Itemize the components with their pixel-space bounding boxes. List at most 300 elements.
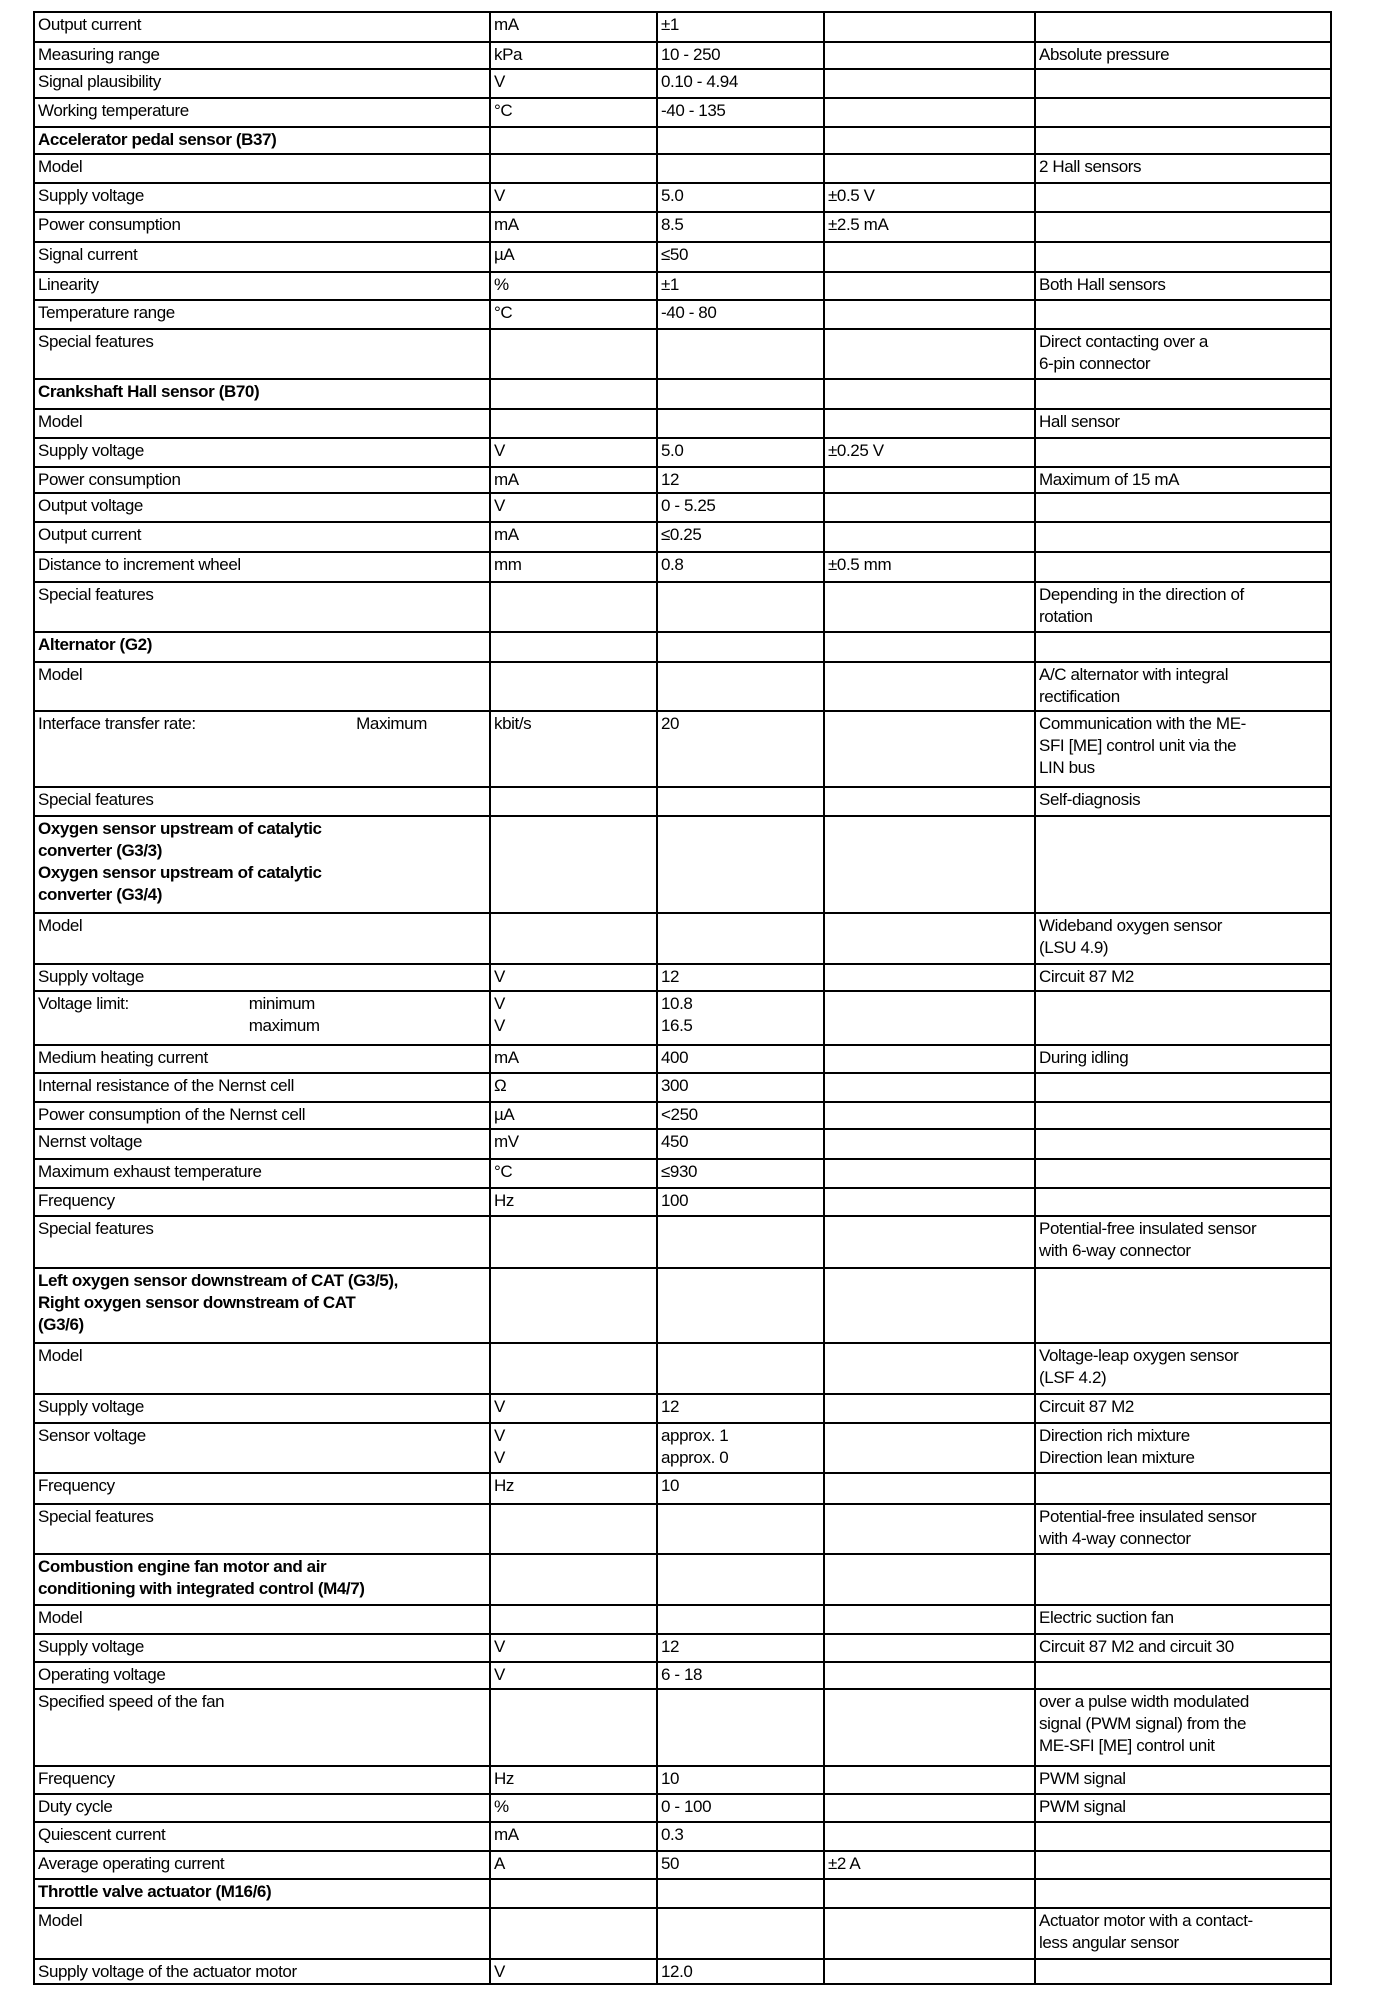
- cell-param: [34, 582, 490, 632]
- cell-remark: [1035, 12, 1331, 42]
- cell-tolerance: [824, 1423, 1035, 1473]
- value-text: 20: [661, 714, 680, 733]
- table-row: [34, 69, 1331, 98]
- cell-remark: [1035, 1605, 1331, 1634]
- cell-remark: [1035, 300, 1331, 329]
- cell-remark: [1035, 1073, 1331, 1102]
- cell-param: [34, 212, 490, 242]
- section-heading-row: [34, 1879, 1331, 1908]
- cell-unit: [490, 816, 657, 913]
- cell-tolerance: [824, 1102, 1035, 1129]
- table-row: [34, 1605, 1331, 1634]
- cell-remark: [1035, 552, 1331, 582]
- table-row: [34, 552, 1331, 582]
- cell-param: [34, 711, 490, 787]
- cell-value: [657, 1662, 824, 1689]
- cell-tolerance: [824, 582, 1035, 632]
- unit-text: µA: [494, 245, 515, 264]
- cell-value: [657, 183, 824, 212]
- value-text: 0.8: [661, 555, 684, 574]
- cell-value: [657, 632, 824, 662]
- parameter-label: Sensor voltage: [38, 1426, 146, 1445]
- table-row: [34, 1822, 1331, 1851]
- cell-tolerance: [824, 1159, 1035, 1188]
- cell-param: [34, 1343, 490, 1394]
- table-row: [34, 1959, 1331, 1984]
- parameter-label: Interface transfer rate:: [38, 714, 196, 733]
- cell-param: [34, 1879, 490, 1908]
- value-text: -40 - 135: [661, 101, 726, 120]
- tolerance-text: ±2.5 mA: [828, 215, 889, 234]
- parameter-label: Nernst voltage: [38, 1132, 143, 1151]
- cell-value: [657, 1159, 824, 1188]
- cell-param: [34, 1423, 490, 1473]
- cell-unit: [490, 1554, 657, 1605]
- cell-tolerance: [824, 991, 1035, 1045]
- remark-text: Circuit 87 M2: [1039, 1397, 1134, 1416]
- cell-remark: [1035, 467, 1331, 493]
- remark-text: Depending in the direction of rotation: [1039, 585, 1244, 626]
- cell-remark: [1035, 212, 1331, 242]
- cell-unit: [490, 272, 657, 300]
- table-row: [34, 787, 1331, 816]
- value-text: 10: [661, 1769, 680, 1788]
- cell-value: [657, 1102, 824, 1129]
- parameter-label: Supply voltage of the actuator motor: [38, 1962, 297, 1981]
- cell-param: [34, 300, 490, 329]
- table-row: [34, 913, 1331, 964]
- unit-text: µA: [494, 1105, 515, 1124]
- cell-unit: [490, 1851, 657, 1879]
- parameter-label: Measuring range: [38, 45, 160, 64]
- cell-param: [34, 154, 490, 183]
- cell-param: [34, 1473, 490, 1504]
- cell-unit: [490, 1634, 657, 1662]
- cell-remark: [1035, 662, 1331, 711]
- value-text: approx. 1 approx. 0: [661, 1426, 729, 1467]
- parameter-label: Output voltage: [38, 496, 143, 515]
- cell-value: [657, 787, 824, 816]
- cell-unit: [490, 1959, 657, 1984]
- cell-remark: [1035, 1908, 1331, 1959]
- cell-param: [34, 1045, 490, 1073]
- unit-text: mA: [494, 215, 519, 234]
- remark-text: PWM signal: [1039, 1769, 1126, 1788]
- value-text: 5.0: [661, 186, 684, 205]
- value-text: 100: [661, 1191, 689, 1210]
- parameter-label: Supply voltage: [38, 967, 144, 986]
- cell-unit: [490, 127, 657, 154]
- remark-text: Maximum of 15 mA: [1039, 470, 1180, 489]
- parameter-label: Quiescent current: [38, 1825, 166, 1844]
- cell-unit: [490, 552, 657, 582]
- cell-param: [34, 12, 490, 42]
- unit-text: kPa: [494, 45, 523, 64]
- unit-text: kbit/s: [494, 714, 532, 733]
- remark-text: over a pulse width modulated signal (PWM signal) from the ME-SFI [ME] control unit: [1039, 1692, 1249, 1755]
- cell-remark: [1035, 1766, 1331, 1794]
- section-title: Throttle valve actuator (M16/6): [38, 1882, 272, 1901]
- value-text: 0.10 - 4.94: [661, 72, 738, 91]
- unit-text: mA: [494, 1825, 519, 1844]
- cell-tolerance: [824, 1662, 1035, 1689]
- cell-value: [657, 1959, 824, 1984]
- table-row: [34, 1129, 1331, 1159]
- table-row: [34, 242, 1331, 272]
- cell-tolerance: [824, 522, 1035, 552]
- table-row: [34, 1908, 1331, 1959]
- unit-text: mA: [494, 525, 519, 544]
- cell-param: [34, 1073, 490, 1102]
- cell-unit: [490, 632, 657, 662]
- cell-value: [657, 409, 824, 438]
- cell-tolerance: [824, 467, 1035, 493]
- remark-text: Direct contacting over a 6-pin connector: [1039, 332, 1208, 373]
- cell-remark: [1035, 1394, 1331, 1423]
- parameter-label: Supply voltage: [38, 1637, 144, 1656]
- cell-param: [34, 329, 490, 379]
- cell-unit: [490, 711, 657, 787]
- cell-remark: [1035, 242, 1331, 272]
- cell-remark: [1035, 42, 1331, 69]
- cell-value: [657, 711, 824, 787]
- cell-tolerance: [824, 183, 1035, 212]
- unit-text: A: [494, 1854, 505, 1873]
- parameter-label: Frequency: [38, 1476, 115, 1495]
- cell-unit: [490, 913, 657, 964]
- cell-tolerance: [824, 329, 1035, 379]
- cell-tolerance: [824, 1216, 1035, 1268]
- table-row: [34, 1343, 1331, 1394]
- table-row: [34, 42, 1331, 69]
- parameter-label: Power consumption: [38, 215, 181, 234]
- cell-param: [34, 1159, 490, 1188]
- section-title: Accelerator pedal sensor (B37): [38, 130, 277, 149]
- unit-text: V: [494, 1665, 505, 1684]
- value-text: 8.5: [661, 215, 684, 234]
- cell-value: [657, 1188, 824, 1216]
- cell-unit: [490, 242, 657, 272]
- cell-remark: [1035, 127, 1331, 154]
- remark-text: Potential-free insulated sensor with 6-way connector: [1039, 1219, 1257, 1260]
- cell-param: [34, 1268, 490, 1343]
- parameter-label: Power consumption of the Nernst cell: [38, 1105, 306, 1124]
- parameter-label: Distance to increment wheel: [38, 555, 241, 574]
- cell-unit: [490, 467, 657, 493]
- table-row: [34, 183, 1331, 212]
- cell-remark: [1035, 154, 1331, 183]
- cell-unit: [490, 183, 657, 212]
- cell-unit: [490, 379, 657, 409]
- parameter-label: Model: [38, 1608, 83, 1627]
- cell-remark: [1035, 1554, 1331, 1605]
- remark-text: Circuit 87 M2 and circuit 30: [1039, 1637, 1234, 1656]
- unit-text: mV: [494, 1132, 519, 1151]
- cell-remark: [1035, 1822, 1331, 1851]
- table-row: [34, 12, 1331, 42]
- cell-remark: [1035, 1473, 1331, 1504]
- unit-text: mm: [494, 555, 522, 574]
- unit-text: Hz: [494, 1476, 514, 1495]
- cell-value: [657, 300, 824, 329]
- cell-value: [657, 1045, 824, 1073]
- cell-tolerance: [824, 662, 1035, 711]
- cell-unit: [490, 1794, 657, 1822]
- parameter-label: Duty cycle: [38, 1797, 113, 1816]
- cell-remark: [1035, 1504, 1331, 1554]
- cell-value: [657, 438, 824, 467]
- cell-param: [34, 1689, 490, 1766]
- cell-remark: [1035, 69, 1331, 98]
- value-text: ≤930: [661, 1162, 698, 1181]
- table-row: [34, 582, 1331, 632]
- cell-param: [34, 991, 490, 1045]
- value-text: <250: [661, 1105, 698, 1124]
- cell-tolerance: [824, 379, 1035, 409]
- unit-text: V: [494, 967, 505, 986]
- cell-tolerance: [824, 632, 1035, 662]
- remark-text: Both Hall sensors: [1039, 275, 1166, 294]
- cell-tolerance: [824, 1473, 1035, 1504]
- specification-table-body: [34, 12, 1331, 1984]
- table-row: [34, 1851, 1331, 1879]
- cell-tolerance: [824, 212, 1035, 242]
- cell-value: [657, 1129, 824, 1159]
- cell-value: [657, 1473, 824, 1504]
- unit-text: °C: [494, 101, 513, 120]
- cell-remark: [1035, 964, 1331, 991]
- cell-remark: [1035, 522, 1331, 552]
- specification-table: [33, 11, 1332, 1985]
- cell-param: [34, 467, 490, 493]
- cell-unit: [490, 1423, 657, 1473]
- unit-text: V: [494, 441, 505, 460]
- value-text: 12: [661, 1637, 680, 1656]
- parameter-label: Frequency: [38, 1191, 115, 1210]
- parameter-label: Model: [38, 1911, 83, 1930]
- parameter-label: Special features: [38, 790, 154, 809]
- value-text: 5.0: [661, 441, 684, 460]
- cell-unit: [490, 409, 657, 438]
- cell-value: [657, 662, 824, 711]
- value-text: 400: [661, 1048, 689, 1067]
- parameter-label: Voltage limit:: [38, 994, 129, 1013]
- cell-param: [34, 127, 490, 154]
- cell-tolerance: [824, 42, 1035, 69]
- value-text: 10.8 16.5: [661, 994, 693, 1035]
- value-text: 50: [661, 1854, 680, 1873]
- parameter-label: Output current: [38, 15, 142, 34]
- cell-param: [34, 787, 490, 816]
- cell-unit: [490, 1188, 657, 1216]
- cell-value: [657, 1216, 824, 1268]
- cell-param: [34, 98, 490, 127]
- cell-param: [34, 493, 490, 522]
- section-title: Left oxygen sensor downstream of CAT (G3/5), Right oxygen sensor downstream of CAT (G3/6): [38, 1271, 398, 1334]
- section-title: Alternator (G2): [38, 635, 152, 654]
- parameter-label: Power consumption: [38, 470, 181, 489]
- cell-value: [657, 1822, 824, 1851]
- cell-tolerance: [824, 1634, 1035, 1662]
- unit-text: V V: [494, 994, 505, 1035]
- cell-value: [657, 1794, 824, 1822]
- cell-param: [34, 662, 490, 711]
- cell-tolerance: [824, 913, 1035, 964]
- cell-tolerance: [824, 1045, 1035, 1073]
- table-row: [34, 300, 1331, 329]
- value-text: ±1: [661, 15, 679, 34]
- cell-unit: [490, 1073, 657, 1102]
- unit-text: °C: [494, 303, 513, 322]
- cell-param: [34, 1188, 490, 1216]
- table-row: [34, 1188, 1331, 1216]
- unit-text: mA: [494, 15, 519, 34]
- cell-param: [34, 42, 490, 69]
- value-text: ≤50: [661, 245, 689, 264]
- cell-param: [34, 1605, 490, 1634]
- cell-remark: [1035, 991, 1331, 1045]
- cell-param: [34, 1959, 490, 1984]
- parameter-label: Special features: [38, 1507, 154, 1526]
- cell-unit: [490, 1159, 657, 1188]
- cell-unit: [490, 1268, 657, 1343]
- cell-remark: [1035, 1268, 1331, 1343]
- unit-text: V: [494, 1397, 505, 1416]
- cell-value: [657, 379, 824, 409]
- cell-remark: [1035, 98, 1331, 127]
- cell-tolerance: [824, 964, 1035, 991]
- cell-value: [657, 154, 824, 183]
- value-text: 6 - 18: [661, 1665, 703, 1684]
- table-row: [34, 1045, 1331, 1073]
- remark-text: 2 Hall sensors: [1039, 157, 1142, 176]
- cell-value: [657, 913, 824, 964]
- cell-tolerance: [824, 1794, 1035, 1822]
- cell-tolerance: [824, 711, 1035, 787]
- table-row: [34, 1216, 1331, 1268]
- table-row: [34, 1766, 1331, 1794]
- remark-text: Wideband oxygen sensor (LSU 4.9): [1039, 916, 1223, 957]
- table-row: [34, 662, 1331, 711]
- cell-param: [34, 69, 490, 98]
- cell-unit: [490, 1504, 657, 1554]
- cell-value: [657, 1394, 824, 1423]
- cell-param: [34, 1504, 490, 1554]
- cell-unit: [490, 1689, 657, 1766]
- cell-remark: [1035, 1851, 1331, 1879]
- parameter-label: Maximum exhaust temperature: [38, 1162, 262, 1181]
- parameter-label: Medium heating current: [38, 1048, 208, 1067]
- cell-param: [34, 1216, 490, 1268]
- remark-text: PWM signal: [1039, 1797, 1126, 1816]
- cell-param: [34, 1102, 490, 1129]
- remark-text: Voltage-leap oxygen sensor (LSF 4.2): [1039, 1346, 1239, 1387]
- cell-remark: [1035, 1662, 1331, 1689]
- table-row: [34, 1159, 1331, 1188]
- parameter-label: Supply voltage: [38, 1397, 144, 1416]
- parameter-label: Linearity: [38, 275, 99, 294]
- cell-tolerance: [824, 98, 1035, 127]
- cell-value: [657, 12, 824, 42]
- value-text: 12: [661, 1397, 680, 1416]
- parameter-label: Model: [38, 665, 83, 684]
- cell-param: [34, 1394, 490, 1423]
- cell-remark: [1035, 1216, 1331, 1268]
- parameter-label: Special features: [38, 585, 154, 604]
- cell-tolerance: [824, 1343, 1035, 1394]
- cell-value: [657, 1423, 824, 1473]
- cell-unit: [490, 12, 657, 42]
- value-text: ±1: [661, 275, 679, 294]
- table-row: [34, 1504, 1331, 1554]
- table-row: [34, 1394, 1331, 1423]
- cell-tolerance: [824, 438, 1035, 467]
- cell-unit: [490, 1129, 657, 1159]
- table-row: [34, 1662, 1331, 1689]
- parameter-label: Temperature range: [38, 303, 175, 322]
- cell-tolerance: [824, 1268, 1035, 1343]
- cell-tolerance: [824, 1689, 1035, 1766]
- cell-value: [657, 493, 824, 522]
- parameter-label: Internal resistance of the Nernst cell: [38, 1076, 294, 1095]
- cell-tolerance: [824, 1504, 1035, 1554]
- unit-text: Hz: [494, 1769, 514, 1788]
- table-row: [34, 467, 1331, 493]
- cell-param: [34, 552, 490, 582]
- table-row: [34, 212, 1331, 242]
- remark-text: During idling: [1039, 1048, 1129, 1067]
- cell-param: [34, 183, 490, 212]
- cell-remark: [1035, 272, 1331, 300]
- cell-tolerance: [824, 493, 1035, 522]
- table-row: [34, 1102, 1331, 1129]
- value-text: -40 - 80: [661, 303, 717, 322]
- cell-remark: [1035, 1159, 1331, 1188]
- table-row: [34, 711, 1331, 787]
- parameter-label: Specified speed of the fan: [38, 1692, 225, 1711]
- cell-unit: [490, 522, 657, 552]
- cell-tolerance: [824, 787, 1035, 816]
- cell-tolerance: [824, 816, 1035, 913]
- cell-remark: [1035, 1129, 1331, 1159]
- remark-text: Direction rich mixture Direction lean mixture: [1039, 1426, 1195, 1467]
- cell-tolerance: [824, 1766, 1035, 1794]
- table-row: [34, 1689, 1331, 1766]
- parameter-label: Supply voltage: [38, 186, 144, 205]
- cell-value: [657, 42, 824, 69]
- cell-param: [34, 1129, 490, 1159]
- unit-text: mA: [494, 1048, 519, 1067]
- cell-remark: [1035, 1634, 1331, 1662]
- table-row: [34, 493, 1331, 522]
- cell-param: [34, 1554, 490, 1605]
- cell-value: [657, 964, 824, 991]
- table-row: [34, 964, 1331, 991]
- cell-value: [657, 212, 824, 242]
- unit-text: Hz: [494, 1191, 514, 1210]
- cell-remark: [1035, 1102, 1331, 1129]
- parameter-label: Signal plausibility: [38, 72, 161, 91]
- cell-value: [657, 1689, 824, 1766]
- cell-tolerance: [824, 154, 1035, 183]
- value-text: 300: [661, 1076, 689, 1095]
- table-row: [34, 1423, 1331, 1473]
- cell-unit: [490, 1045, 657, 1073]
- cell-param: [34, 1766, 490, 1794]
- cell-remark: [1035, 632, 1331, 662]
- section-heading-row: [34, 1554, 1331, 1605]
- table-row: [34, 329, 1331, 379]
